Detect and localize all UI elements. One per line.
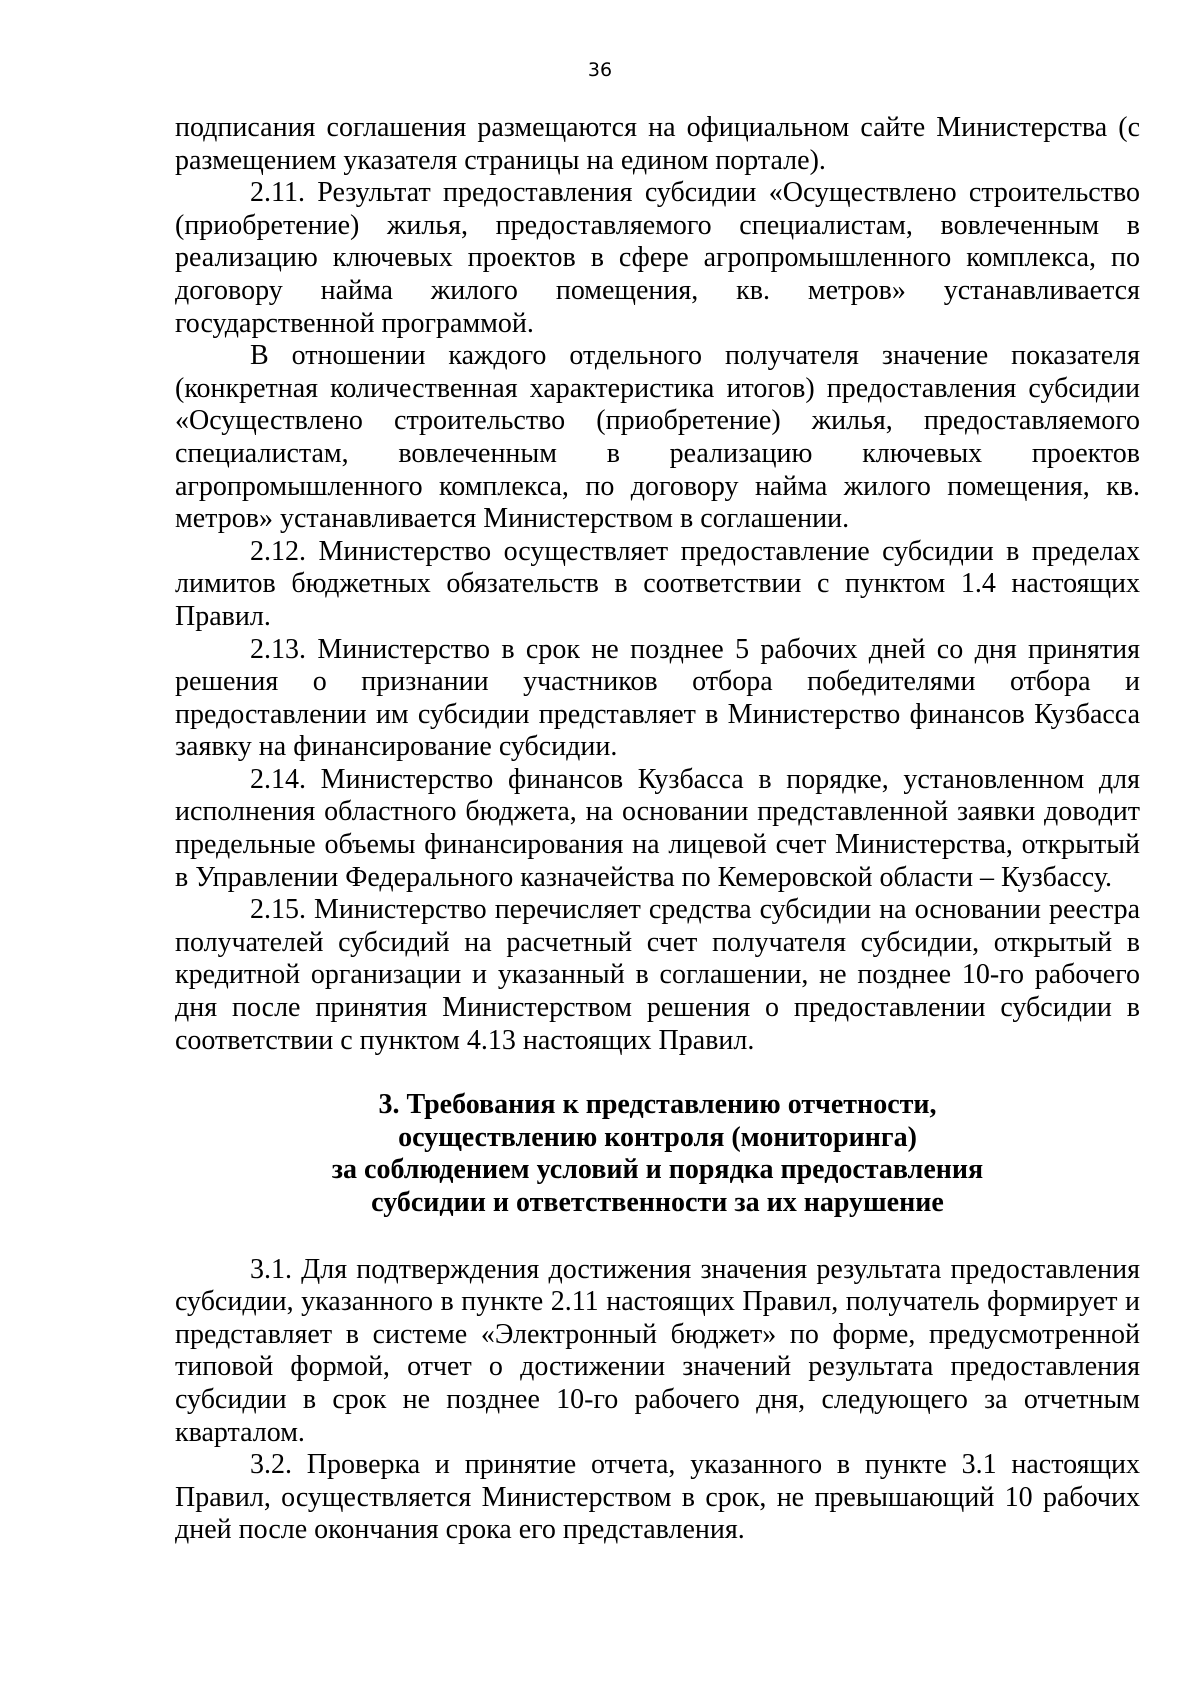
- paragraph-2-12: 2.12. Министерство осуществляет предоставление субсидии в пределах лимитов бюджетных обязательств в соответствии с пунктом 1.4 настоящих Правил.: [175, 535, 1140, 632]
- paragraph-2-15: 2.15. Министерство перечисляет средства субсидии на основании реестра получателей субсидий на расчетный счет получателя субсидии, открытый в кредитной организации и указанный в соглашении, не позднее 10-го рабочего дня после принятия Министерством решения о предоставлении субсидии в соответствии с пунктом 4.13 настоящих Правил.: [175, 894, 1140, 1056]
- paragraph-2-14: 2.14. Министерство финансов Кузбасса в порядке, установленном для исполнения областного бюджета, на основании представленной заявки доводит предельные объемы финансирования на лицевой счет Министерства, открытый в Управлении Федерального казначейства по Кемеровской области – Кузбассу.: [175, 763, 1140, 893]
- section-heading-line: осуществлению контроля (мониторинга): [398, 1121, 917, 1153]
- section-heading-line: 3. Требования к представлению отчетности,: [378, 1089, 937, 1121]
- paragraph-2-13: 2.13. Министерство в срок не позднее 5 рабочих дней со дня принятия решения о признании участников отбора победителями отбора и предоставлении им субсидии представляет в Министерство финансов Кузбасса заявку на финансирование субсидии.: [175, 633, 1140, 763]
- paragraph-continuation: подписания соглашения размещаются на официальном сайте Министерства (с размещением указателя страницы на едином портале).: [175, 112, 1140, 176]
- section-heading-line: за соблюдением условий и порядка предоставления: [331, 1154, 984, 1186]
- page-number: 36: [587, 59, 613, 81]
- paragraph-3-2: 3.2. Проверка и принятие отчета, указанного в пункте 3.1 настоящих Правил, осуществляется Министерством в срок, не превышающий 10 рабочих дней после окончания срока его представления.: [175, 1449, 1140, 1546]
- paragraph-indicator: В отношении каждого отдельного получателя значение показателя (конкретная количественная характеристика итогов) предоставления субсидии «Осуществлено строительство (приобретение) жилья, предоставляемого специалистам, вовлеченным в реализацию ключевых проектов агропромышленного комплекса, по договору найма жилого помещения, кв. метров» устанавливается Министерством в соглашении.: [175, 340, 1140, 535]
- paragraph-2-11: 2.11. Результат предоставления субсидии «Осуществлено строительство (приобретение) жилья, предоставляемого специалистам, вовлеченным в реализацию ключевых проектов в сфере агропромышленного комплекса, по договору найма жилого помещения, кв. метров» устанавливается государственной программой.: [175, 177, 1140, 339]
- section-heading-line: субсидии и ответственности за их нарушение: [371, 1187, 944, 1218]
- paragraph-3-1: 3.1. Для подтверждения достижения значения результата предоставления субсидии, указанного в пункте 2.11 настоящих Правил, получатель формирует и представляет в системе «Электронный бюджет» по форме, предусмотренной типовой формой, отчет о достижении значений результата предоставления субсидии в срок не позднее 10-го рабочего дня, следующего за отчетным кварталом.: [175, 1253, 1140, 1448]
- document-body: [175, 112, 1140, 1547]
- section-heading: [175, 1089, 1140, 1219]
